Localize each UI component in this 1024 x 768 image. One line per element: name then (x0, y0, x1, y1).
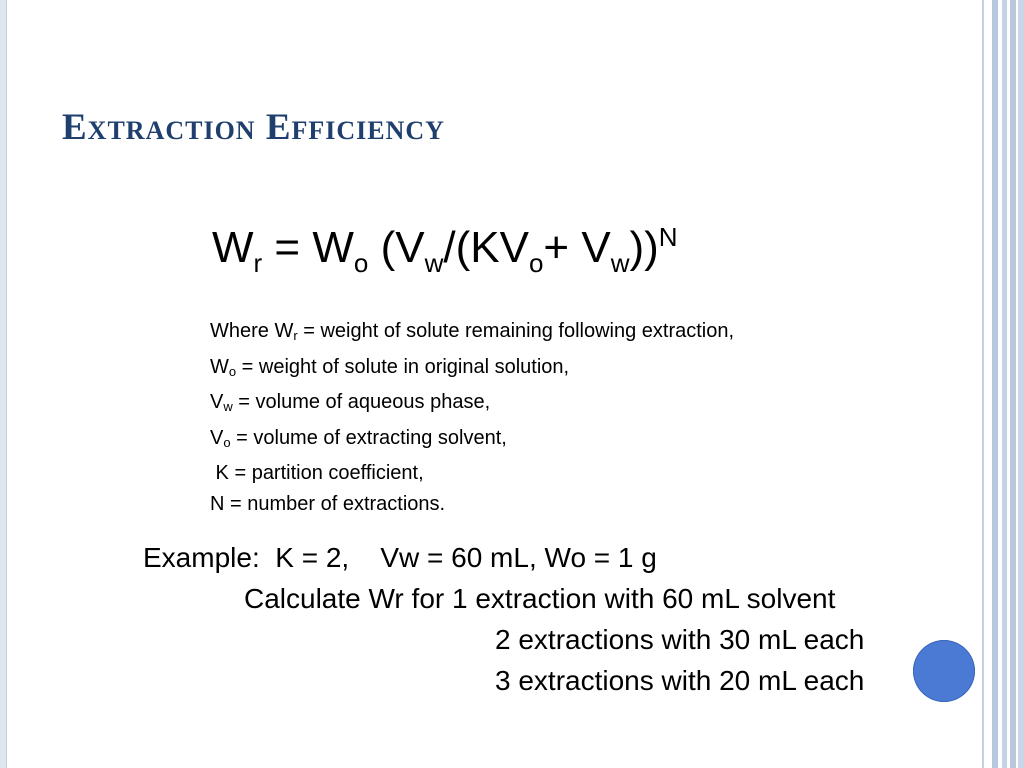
definition-vw: $V_w$ = volume of aqueous phase, (210, 391, 491, 415)
extraction-formula: $W_r = W_o$ $(V_w/(KV_o+ V_w))^N$ (212, 222, 678, 278)
definition-k: K = partition coefficient, (210, 462, 424, 485)
slide-frame-left (0, 0, 10, 768)
slide-frame-right (978, 0, 1024, 768)
example-line-3: 2 extractions with 30 mL each (495, 624, 865, 655)
example-line-2: Calculate Wr for 1 extraction with 60 mL solvent (244, 583, 836, 614)
definition-wo: $W_o$ = weight of solute in original solution, (210, 355, 570, 379)
definition-wr: Where $W_r$ = weight of solute remaining following extraction, (210, 320, 735, 343)
decorative-circle (913, 640, 975, 702)
example-line-1: Example: K = 2, Vw = 60 mL, Wo = 1 g (143, 542, 657, 573)
example-block (143, 537, 864, 701)
example-line-4: 3 extractions with 20 mL each (495, 665, 865, 696)
definitions-list (210, 316, 734, 520)
definition-n: N = number of extractions. (210, 492, 446, 515)
definition-vo: $V_o$ = volume of extracting solvent, (210, 426, 507, 450)
slide-title: Extraction Efficiency (62, 107, 445, 148)
